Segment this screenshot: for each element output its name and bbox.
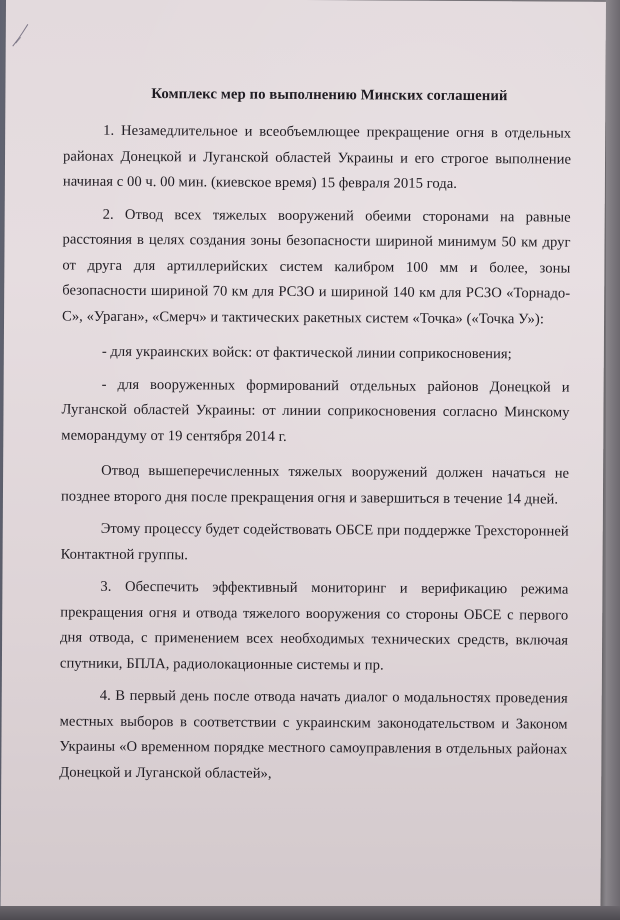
paragraph-2-item-armed-formations: - для вооруженных формирований отдельных районов Донецкой и Луганской областей Украины: от линии соприкосновения согласно Минскому меморандуму от 19 сентября 2014 г. (61, 376, 570, 445)
document-title: Комплекс мер по выполнению Минских соглашений (151, 86, 508, 105)
paragraph-1: 1. Незамедлительное и всеобъемлющее прекращение огня в отдельных районах Донецкой и Луганской областей Украины и его строгое выполнение начиная с 00 ч. 00 мин. (киевское время) 15 февраля 2015 года. (62, 122, 572, 192)
paragraph-withdrawal-timing: Отвод вышеперечисленных тяжелых вооружений должен начаться не позднее второго дня после прекращения огня и завершиться в течение 14 дней. (60, 462, 570, 508)
pen-mark-icon (10, 18, 32, 50)
paragraph-3: 3. Обеспечить эффективный мониторинг и верификацию режима прекращения огня и отвода тяжелого вооружения со стороны ОБСЕ с первого дня отвода, с применением всех необходимых технических средств, включая спутники, БПЛА, радиолокационные системы и пр. (59, 578, 569, 673)
paragraph-osce-support: Этому процессу будет содействовать ОБСЕ при поддержке Трехсторонней Контактной группы. (60, 520, 569, 563)
document-body (59, 81, 571, 796)
paragraph-2-item-ukrainian-forces: - для украинских войск: от фактической линии соприкосновения; (101, 343, 512, 363)
background-right (606, 0, 620, 920)
background-bottom (0, 906, 620, 920)
paragraph-4: 4. В первый день после отвода начать диалог о модальностях проведения местных выборов в соответствии с украинским законодательством и Законом Украины «О временном порядке местного самоуправления в отдельных районах Донецкой и Луганской областей», (59, 687, 568, 782)
paragraph-2: 2. Отвод всех тяжелых вооружений обеими сторонами на равные расстояния в целях создания зоны безопасности шириной минимум 50 км друг от друга для артиллерийских систем калибром 100 мм и более, зоны безопасности шириной 70 км для РСЗО и шириной 140 км для РСЗО «Торнадо-С», «Ураган», «Смерч» и тактических ракетных систем «Точка» («Точка У»): (62, 206, 571, 327)
